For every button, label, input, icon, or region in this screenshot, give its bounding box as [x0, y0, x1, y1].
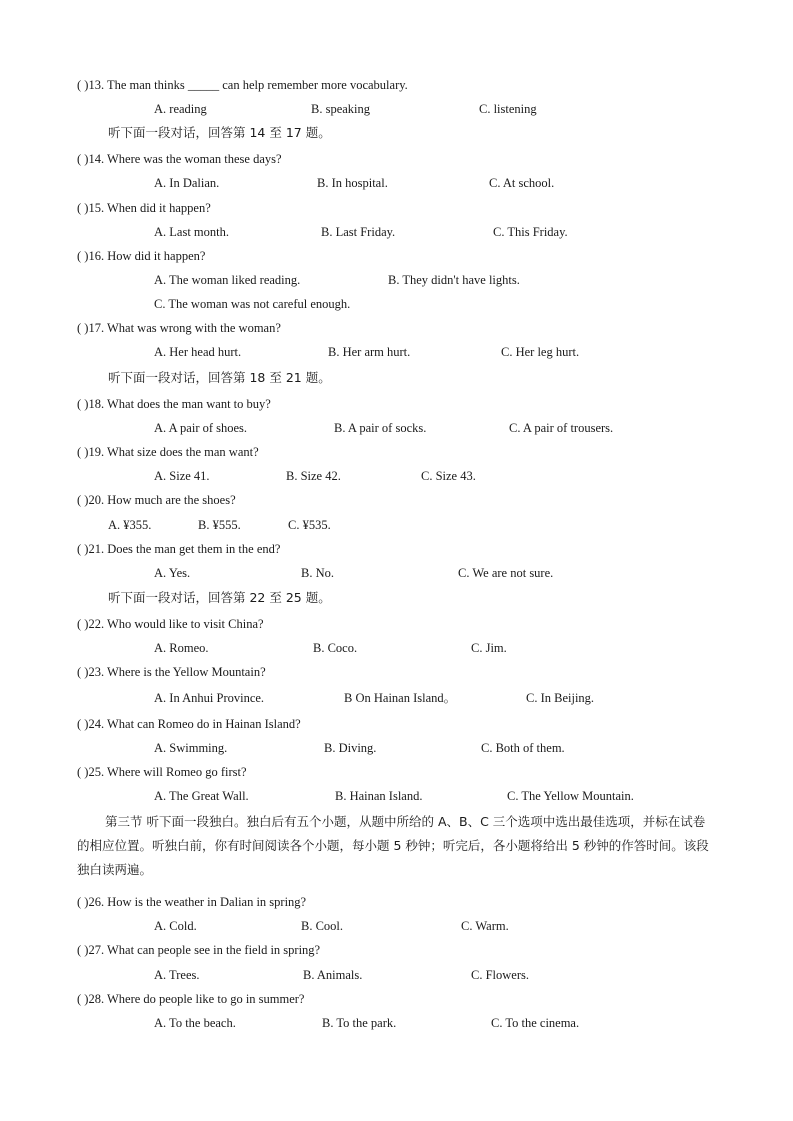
section-3-text: 第三节 听下面一段独白。独白后有五个小题，从题中所给的 A、B、C 三个选项中选出最佳选项，并标在试卷的相应位置。听独白前，你有时间阅读各个小题，每小题 5 秒钟；听完后，各小题将给出 5 秒钟的作答时间。该段独白读两遍。 — [77, 814, 709, 877]
instruction-22-25: 听下面一段对话，回答第 22 至 25 题。 — [108, 590, 331, 605]
q21-option-b: B. No. — [301, 566, 334, 580]
question-16: ( )16. How did it happen? — [77, 249, 206, 263]
q15-option-a: A. Last month. — [154, 225, 229, 239]
question-19: ( )19. What size does the man want? — [77, 445, 259, 459]
q20-option-b: B. ¥555. — [198, 518, 241, 532]
question-28: ( )28. Where do people like to go in summer? — [77, 992, 305, 1006]
q24-option-a: A. Swimming. — [154, 741, 228, 755]
q18-option-a: A. A pair of shoes. — [154, 421, 248, 435]
q22-option-b: B. Coco. — [313, 641, 358, 655]
instruction-14-17: 听下面一段对话，回答第 14 至 17 题。 — [108, 125, 331, 140]
q17-option-b: B. Her arm hurt. — [328, 345, 411, 359]
q19-option-c: C. Size 43. — [421, 469, 476, 483]
q24-option-b: B. Diving. — [324, 741, 377, 755]
q28-option-c: C. To the cinema. — [491, 1016, 580, 1030]
question-15: ( )15. When did it happen? — [77, 201, 211, 215]
q27-option-c: C. Flowers. — [471, 968, 529, 982]
q20-option-c: C. ¥535. — [288, 518, 331, 532]
q25-option-c: C. The Yellow Mountain. — [507, 789, 634, 803]
q19-option-a: A. Size 41. — [154, 469, 210, 483]
q18-option-c: C. A pair of trousers. — [509, 421, 614, 435]
question-25: ( )25. Where will Romeo go first? — [77, 765, 247, 779]
q16-option-c: C. The woman was not careful enough. — [154, 297, 351, 311]
section-3-instructions — [77, 810, 717, 882]
question-26: ( )26. How is the weather in Dalian in spring? — [77, 895, 307, 909]
q26-option-c: C. Warm. — [461, 919, 509, 933]
q17-option-c: C. Her leg hurt. — [501, 345, 580, 359]
q13-option-a: A. reading — [154, 102, 207, 116]
q25-option-a: A. The Great Wall. — [154, 789, 249, 803]
question-20: ( )20. How much are the shoes? — [77, 493, 236, 507]
q22-option-a: A. Romeo. — [154, 641, 209, 655]
q26-option-a: A. Cold. — [154, 919, 197, 933]
q25-option-b: B. Hainan Island. — [335, 789, 423, 803]
q26-option-b: B. Cool. — [301, 919, 344, 933]
q28-option-a: A. To the beach. — [154, 1016, 236, 1030]
question-17: ( )17. What was wrong with the woman? — [77, 321, 281, 335]
question-27: ( )27. What can people see in the field in spring? — [77, 943, 321, 957]
q14-option-b: B. In hospital. — [317, 176, 388, 190]
question-24: ( )24. What can Romeo do in Hainan Island? — [77, 717, 301, 731]
q16-option-b: B. They didn't have lights. — [388, 273, 520, 287]
q19-option-b: B. Size 42. — [286, 469, 341, 483]
q27-option-b: B. Animals. — [303, 968, 363, 982]
q27-option-a: A. Trees. — [154, 968, 200, 982]
q14-option-a: A. In Dalian. — [154, 176, 220, 190]
q23-option-b: B On Hainan Island。 — [344, 691, 457, 705]
q13-option-c: C. listening — [479, 102, 537, 116]
q17-option-a: A. Her head hurt. — [154, 345, 242, 359]
q13-option-b: B. speaking — [311, 102, 371, 116]
q20-option-a: A. ¥355. — [108, 518, 152, 532]
question-22: ( )22. Who would like to visit China? — [77, 617, 264, 631]
q28-option-b: B. To the park. — [322, 1016, 397, 1030]
question-18: ( )18. What does the man want to buy? — [77, 397, 271, 411]
question-21: ( )21. Does the man get them in the end? — [77, 542, 281, 556]
q15-option-c: C. This Friday. — [493, 225, 568, 239]
q18-option-b: B. A pair of socks. — [334, 421, 427, 435]
question-23: ( )23. Where is the Yellow Mountain? — [77, 665, 266, 679]
question-14: ( )14. Where was the woman these days? — [77, 152, 282, 166]
q21-option-a: A. Yes. — [154, 566, 191, 580]
q24-option-c: C. Both of them. — [481, 741, 565, 755]
q14-option-c: C. At school. — [489, 176, 555, 190]
question-13: ( )13. The man thinks _____ can help remember more vocabulary. — [77, 78, 408, 92]
instruction-18-21: 听下面一段对话，回答第 18 至 21 题。 — [108, 370, 331, 385]
q23-option-c: C. In Beijing. — [526, 691, 595, 705]
q15-option-b: B. Last Friday. — [321, 225, 396, 239]
q23-option-a: A. In Anhui Province. — [154, 691, 265, 705]
q16-option-a: A. The woman liked reading. — [154, 273, 301, 287]
q22-option-c: C. Jim. — [471, 641, 507, 655]
q21-option-c: C. We are not sure. — [458, 566, 554, 580]
